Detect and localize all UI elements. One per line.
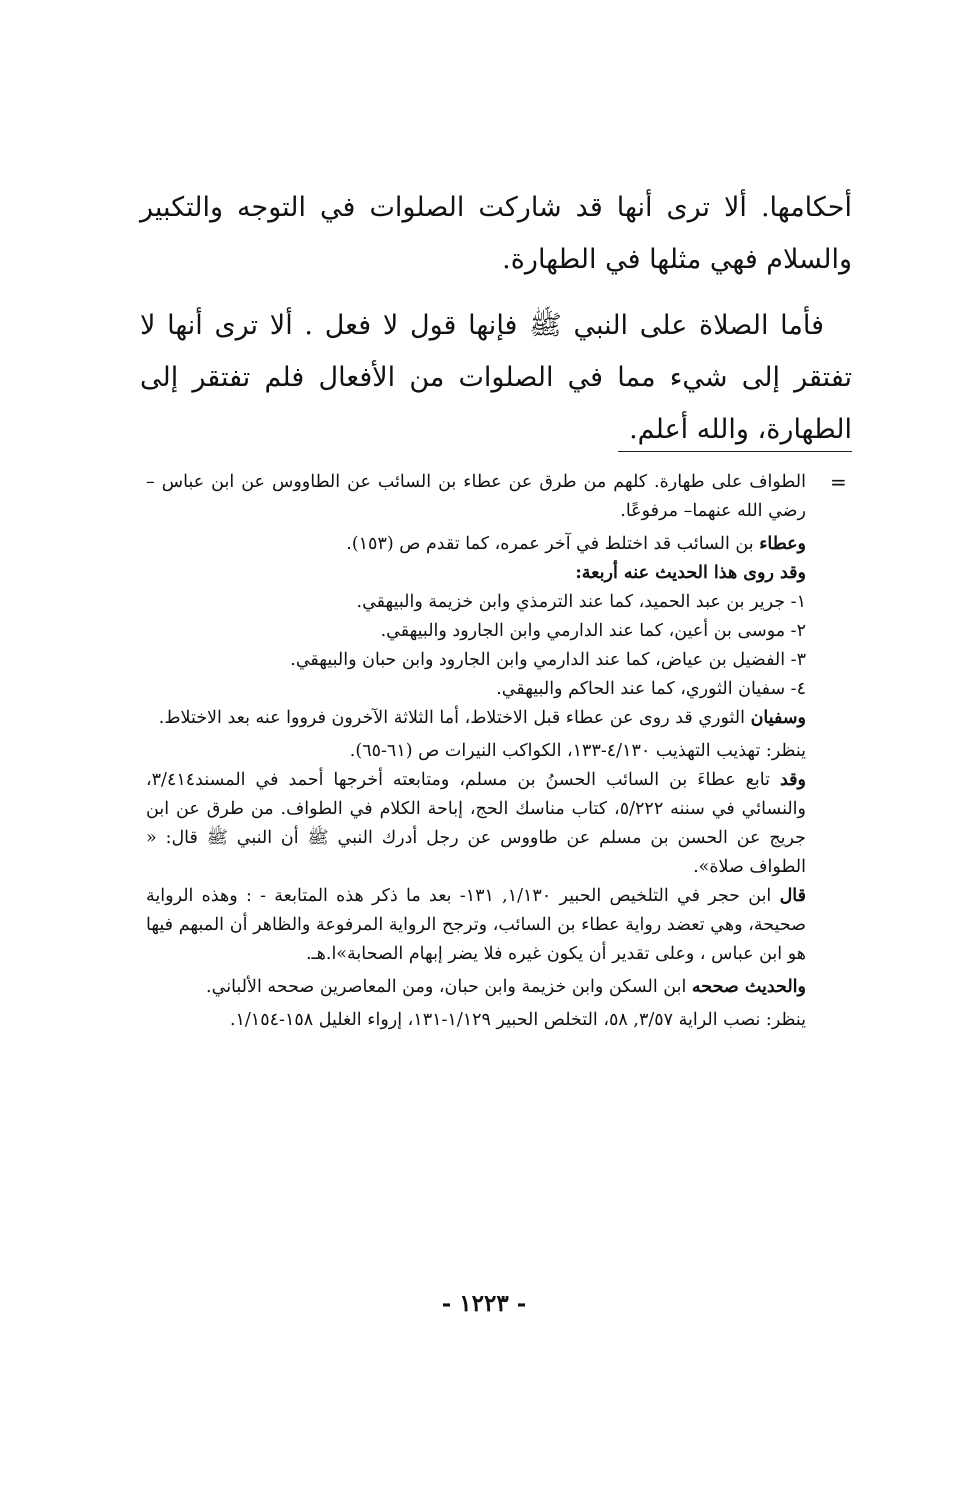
note-sufyan-text: الثوري قد روى عن عطاء قبل الاختلاط، أما الثلاثة الآخرون فرووا عنه بعد الاختلاط. bbox=[158, 708, 751, 728]
p2-line-1: فأما الصلاة على النبي ﷺ فإنها قول لا فعل . ألا ترى أنها لا bbox=[140, 310, 824, 341]
note-ata-text: بن السائب قد اختلط في آخر عمره، كما تقدم ص (١٥٣). bbox=[346, 534, 760, 554]
note-continuation bbox=[146, 468, 806, 526]
p2-line-3: والله أعلم. bbox=[629, 414, 749, 445]
note-mutaba-text: تابع عطاءَ بن السائب الحسنُ بن مسلم، ومتابعته أخرجها أحمد في المسند٣/٤١٤، والنسائي في سننه ٥/٢٢٢، كتاب مناسك الحج، إباحة الكلام في الطواف. من طرق عن ابن جريج عن الحسن بن مسلم عن طاووس عن رجل أدرك النبي ﷺ أن النبي ﷺ قال: « الطواف صلاة». bbox=[146, 770, 807, 877]
note-sufyan bbox=[146, 704, 806, 733]
main-text bbox=[140, 182, 852, 456]
note-ibn-hajar bbox=[146, 882, 806, 969]
note-ata bbox=[146, 530, 806, 559]
note-authentication-text: ابن السكن وابن خزيمة وابن حبان، ومن المعاصرين صححه الألباني. bbox=[206, 977, 692, 997]
note-sufyan-lead: وسفيان bbox=[750, 708, 806, 728]
continuation-marker: = bbox=[830, 470, 847, 494]
note-ibn-hajar-text: ابن حجر في التلخيص الحبير ١/١٣٠, ١٣١- بعد ما ذكر هذه المتابعة - : وهذه الرواية صحيحة، وهي تعضد رواية عطاء بن السائب، وترجح الرواية المرفوعة والظاهر أن المبهم فيها هو ابن عباس ، وعلى تقدير أن يكون غيره فلا يضر إبهام الصحابة»ا.هـ. bbox=[146, 886, 806, 964]
footnote-separator bbox=[618, 451, 852, 452]
p1-line-1: أحكامها. ألا ترى أنها قد شاركت الصلوات في التوجه والتكبير bbox=[140, 192, 852, 223]
note-mutaba-lead: وقد bbox=[779, 770, 806, 790]
paragraph-1 bbox=[140, 182, 852, 286]
note-authentication-lead: والحديث صححه bbox=[691, 977, 806, 997]
paragraph-2 bbox=[140, 300, 852, 456]
note-authentication bbox=[146, 973, 806, 1002]
footnotes bbox=[146, 468, 806, 1035]
note-narrators-heading bbox=[146, 559, 806, 588]
page-number: - ١٢٢٣ - bbox=[441, 1290, 527, 1317]
narrator-item: ٣- الفضيل بن عياض، كما عند الدارمي وابن الجارود وابن حبان والبيهقي. bbox=[290, 650, 806, 670]
note-reference-1: ينظر: تهذيب التهذيب ٤/١٣٠-١٣٣، الكواكب النيرات ص (٦١-٦٥). bbox=[349, 741, 806, 761]
narrator-item: ٢- موسى بن أعين، كما عند الدارمي وابن الجارود والبيهقي. bbox=[380, 621, 806, 641]
note-line-1: الطواف على طهارة. كلهم من طرق عن عطاء بن السائب عن الطاووس عن ابن عباس bbox=[161, 472, 806, 492]
narrators-heading-text: وقد روى هذا الحديث عنه أربعة: bbox=[575, 563, 806, 583]
note-ata-lead: وعطاء bbox=[759, 534, 806, 554]
p1-line-2: والسلام فهي مثلها في الطهارة. bbox=[502, 244, 852, 275]
note-line-2: – رضي الله عنهما– مرفوعًا. bbox=[146, 472, 806, 521]
p2-line-2: تفتقر إلى شيء مما في الصلوات من الأفعال فلم تفتقر إلى الطهارة، bbox=[140, 362, 852, 445]
narrator-item: ١- جرير بن عبد الحميد، كما عند الترمذي وابن خزيمة والبيهقي. bbox=[356, 592, 806, 612]
narrator-item: ٤- سفيان الثوري، كما عند الحاكم والبيهقي. bbox=[496, 679, 806, 699]
note-mutaba bbox=[146, 766, 806, 882]
note-reference-2: ينظر: نصب الراية ٣/٥٧, ٥٨، التخلص الحبير ١/١٢٩-١٣١، إرواء الغليل ١٥٨-١/١٥٤. bbox=[229, 1010, 806, 1030]
note-ibn-hajar-lead: قال bbox=[779, 886, 806, 906]
